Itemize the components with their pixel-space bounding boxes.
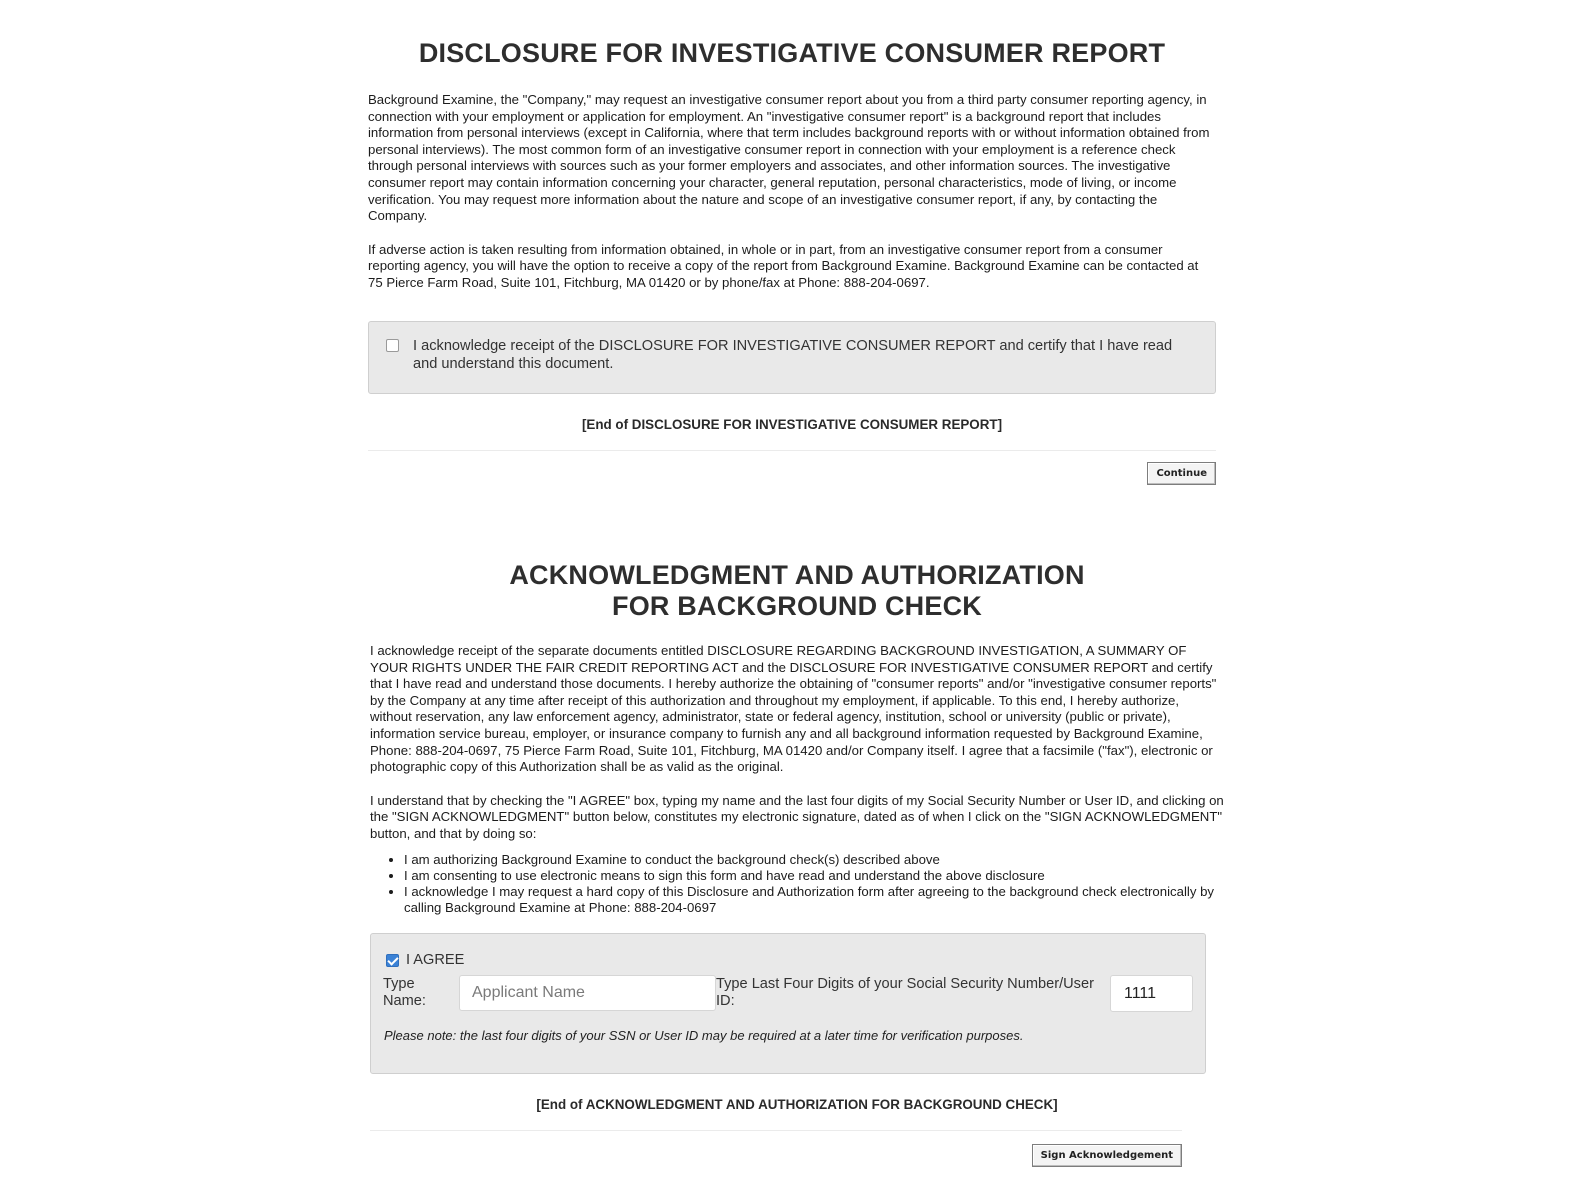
list-item: • I am consenting to use electronic means to sign this form and have read and understand the above disclosure [404,868,1224,884]
disclosure-section [368,28,1216,485]
authorization-end-text: [End of ACKNOWLEDGMENT AND AUTHORIZATION FOR BACKGROUND CHECK] [536,1097,1058,1113]
agree-checkbox[interactable] [386,954,399,967]
authorization-title [370,560,1224,622]
authorization-title-line-2: FOR BACKGROUND CHECK [612,591,982,621]
agree-label: I AGREE [406,952,465,969]
authorization-paragraph-2: I understand that by checking the "I AGREE" box, typing my name and the last four digits of my Social Security Number or User ID, and clicking on the "SIGN ACKNOWLEDGMENT" button below, constitutes my electronic signature, dated as of when I click on the "SIGN ACKNOWLEDGMENT" button, and that by doing so: [370,792,1224,841]
disclosure-paragraph-2: If adverse action is taken resulting from information obtained, in whole or in part, from an investigative consumer report from a consumer reporting agency, you will have the option to receive a copy of the report from Background Examine. Background Examine can be contacted at 75 Pierce Farm Road, Suite 101, Fitchburg, MA 01420 or by phone/fax at Phone: 888-204-0697. [368,241,1199,290]
disclosure-ack-text: I acknowledge receipt of the DISCLOSURE FOR INVESTIGATIVE CONSUMER REPORT and certify that I have read and understand this document. [413,337,1173,372]
agree-row [386,952,464,968]
authorization-section [370,560,1224,1167]
disclosure-end-text: [End of DISCLOSURE FOR INVESTIGATIVE CONSUMER REPORT] [581,416,1003,432]
verification-note: Please note: the last four digits of your SSN or User ID may be required at a later time for verification purposes. [384,1028,1024,1044]
ssn-label: Type Last Four Digits of your Social Security Number/User ID: [716,976,1094,1010]
authorization-bullet-list [370,852,1224,917]
ssn-input[interactable] [1110,975,1193,1012]
divider [370,1130,1182,1131]
name-label: Type Name: [383,976,426,1010]
authorization-title-line-1: ACKNOWLEDGMENT AND AUTHORIZATION [509,560,1085,590]
name-input[interactable] [459,975,716,1011]
list-item: • I am authorizing Background Examine to conduct the background check(s) described above [404,852,1224,868]
disclosure-title: DISCLOSURE FOR INVESTIGATIVE CONSUMER REPORT [418,38,1166,68]
authorization-paragraph-1: I acknowledge receipt of the separate documents entitled DISCLOSURE REGARDING BACKGROUND INVESTIGATION, A SUMMARY OF YOUR RIGHTS UNDER THE FAIR CREDIT REPORTING ACT and the DISCLOSURE FOR INVESTIGATIVE CONSUMER REPORT and certify that I have read and understand those documents. I hereby authorize the obtaining of "consumer reports" and/or "investigative consumer reports" by the Company at any time after receipt of this authorization and throughout my employment, if applicable. To this end, I hereby authorize, without reservation, any law enforcement agency, administrator, state or federal agency, institution, school or university (public or private), information service bureau, employer, or insurance company to furnish any and all background information requested by Background Examine, Phone: 888-204-0697, 75 Pierce Farm Road, Suite 101, Fitchburg, MA 01420 and/or Company itself. I agree that a facsimile ("fax"), electronic or photographic copy of this Authorization shall be as valid as the original. [370,643,1217,775]
disclosure-ack-box [368,321,1216,394]
continue-button[interactable]: Continue [1147,462,1216,485]
disclosure-ack-checkbox[interactable] [386,339,399,352]
list-item: • I acknowledge I may request a hard copy of this Disclosure and Authorization form after agreeing to the background check electronically by calling Background Examine at Phone: 888-204-0697 [404,884,1224,916]
sign-acknowledgement-button[interactable]: Sign Acknowledgement [1032,1144,1182,1167]
signature-box [370,933,1206,1074]
divider [368,450,1216,451]
disclosure-paragraph-1: Background Examine, the "Company," may request an investigative consumer report about you from a third party consumer reporting agency, in connection with your employment or application for employment. An "investigative consumer report" is a background report that includes information from personal interviews (except in California, where that term includes background reports with or without information obtained from personal interviews). The most common form of an investigative consumer report in connection with your employment is a reference check through personal interviews with sources such as your former employers and associates, and other information sources. The investigative consumer report may contain information concerning your character, general reputation, personal characteristics, mode of living, or income verification. You may request more information about the nature and scope of an investigative consumer report, if any, by contacting the Company. [368,92,1210,224]
